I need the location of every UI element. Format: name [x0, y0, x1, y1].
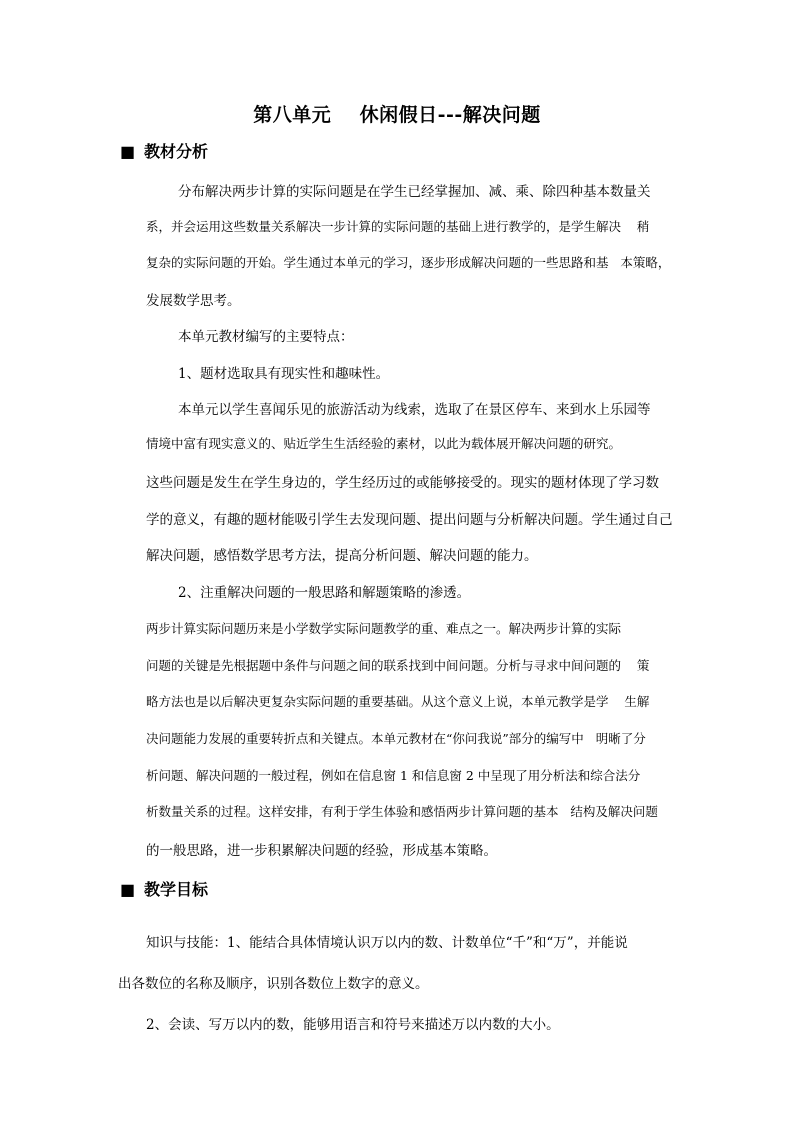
- paragraph-line: 2、注重解决问题的一般思路和解题策略的渗透。: [178, 585, 471, 601]
- paragraph-line: 2、会读、写万以内的数，能够用语言和符号来描述万以内数的大小。: [146, 1017, 560, 1033]
- paragraph-line: 1、题材选取具有现实性和趣味性。: [178, 366, 390, 382]
- paragraph-line: 系，并会运用这些数量关系解决一步计算的实际问题的基础上进行教学的，是学生解决 稍: [146, 219, 650, 234]
- paragraph-line: 问题的关键是先根据题中条件与问题之间的联系找到中间问题。分析与寻求中间问题的 策: [146, 658, 650, 673]
- paragraph-line: 略方法也是以后解决更复杂实际问题的重要基础。从这个意义上说，本单元教学是学 生解: [146, 694, 650, 709]
- paragraph-line: 知识与技能：1、能结合具体情境认识万以内的数、计数单位“千”和“万”，并能说: [146, 935, 628, 951]
- section-heading-label: 教材分析: [144, 142, 209, 161]
- paragraph-line: 出各数位的名称及顺序，识别各数位上数字的意义。: [118, 976, 429, 992]
- paragraph-line: 学的意义，有趣的题材能吸引学生去发现问题、提出问题与分析解决问题。学生通过自己: [146, 512, 673, 528]
- page-title: 第八单元 休闲假日---解决问题: [253, 104, 541, 126]
- paragraph-line: 两步计算实际问题历来是小学数学实际问题教学的重、难点之一。解决两步计算的实际: [146, 621, 622, 636]
- paragraph-line: 解决问题，感悟数学思考方法，提高分析问题、解决问题的能力。: [146, 548, 538, 564]
- paragraph-line: 的一般思路，进一步积累解决问题的经验，形成基本策略。: [146, 843, 497, 859]
- paragraph-line: 本单元以学生喜闻乐见的旅游活动为线索，选取了在景区停车、来到水上乐园等: [178, 402, 651, 418]
- square-bullet-icon: ■: [120, 880, 136, 899]
- paragraph-line: 本单元教材编写的主要特点：: [178, 329, 354, 345]
- paragraph-line: 决问题能力发展的重要转折点和关键点。本单元教材在“你问我说”部分的编写中 明晰了分: [146, 731, 646, 746]
- paragraph-line: 情境中富有现实意义的、贴近学生生活经验的素材，以此为载体展开解决问题的研究。: [146, 436, 622, 451]
- section-heading-objectives: [120, 877, 208, 900]
- section-heading-analysis: [120, 139, 208, 162]
- paragraph-line: 析数量关系的过程。这样安排，有利于学生体验和感悟两步计算问题的基本 结构及解决问题: [146, 804, 658, 819]
- paragraph-line: 这些问题是发生在学生身边的，学生经历过的或能够接受的。现实的题材体现了学习数: [146, 475, 659, 491]
- paragraph-line: 析问题、解决问题的一般过程，例如在信息窗 1 和信息窗 2 中呈现了用分析法和综合法分: [146, 768, 641, 783]
- square-bullet-icon: ■: [120, 142, 136, 161]
- paragraph-line: 复杂的实际问题的开始。学生通过本单元的学习，逐步形成解决问题的一些思路和基 本策略，: [146, 255, 671, 270]
- section-heading-label: 教学目标: [144, 880, 209, 899]
- paragraph-line: 分布解决两步计算的实际问题是在学生已经掌握加、减、乘、除四种基本数量关: [178, 184, 651, 200]
- paragraph-line: 发展数学思考。: [146, 293, 241, 309]
